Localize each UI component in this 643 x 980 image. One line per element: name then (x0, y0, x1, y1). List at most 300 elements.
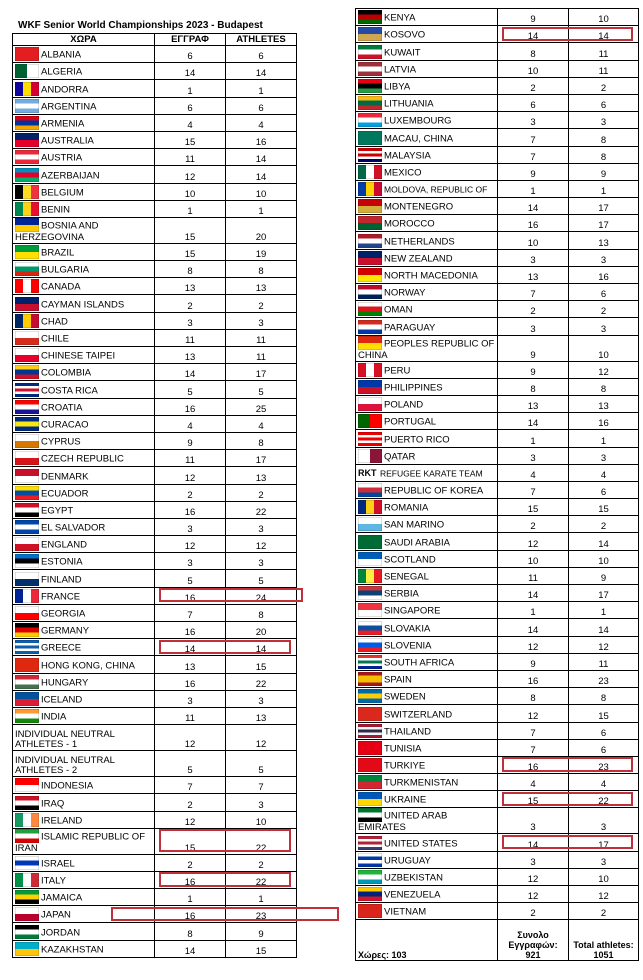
country-name: INDIVIDUAL NEUTRAL ATHLETES - 2 (15, 755, 115, 777)
country-cell (356, 533, 498, 550)
flag-icon (15, 486, 39, 500)
registrations-cell: 14 (155, 364, 226, 381)
flag-icon (15, 503, 39, 517)
flag-icon (358, 808, 382, 822)
country-name: JAMAICA (41, 892, 83, 904)
athletes-cell: 13 (226, 467, 297, 484)
flag-icon (15, 813, 39, 827)
country-name: CYPRUS (41, 436, 81, 448)
athletes-cell: 2 (226, 484, 297, 501)
registrations-cell: 7 (498, 284, 569, 301)
flag-icon (358, 655, 382, 669)
table-row (356, 464, 639, 481)
registrations-cell: 16 (498, 756, 569, 773)
country-name: REPUBLIC OF KOREA (384, 485, 484, 497)
registrations-cell: 9 (498, 361, 569, 378)
country-name: IRAQ (41, 798, 65, 810)
country-name: SAUDI ARABIA (384, 537, 450, 549)
flag-icon (358, 251, 382, 265)
athletes-header: ATHLETES (226, 34, 297, 46)
registrations-cell: 11 (155, 450, 226, 467)
flag-icon (15, 434, 39, 448)
flag-icon (358, 638, 382, 652)
country-cell (13, 484, 155, 501)
athletes-cell: 1 (226, 80, 297, 97)
country-name: GERMANY (41, 625, 90, 637)
country-cell (13, 347, 155, 364)
registrations-cell: 14 (498, 413, 569, 430)
country-name: POLAND (384, 399, 424, 411)
table-row (356, 146, 639, 163)
athletes-cell: 8 (569, 688, 639, 705)
country-name: FRANCE (41, 591, 81, 603)
countries-count: Χώρες: 103 (356, 920, 498, 961)
country-name: CANADA (41, 281, 81, 293)
country-name: NETHERLANDS (384, 236, 455, 248)
registrations-cell: 16 (155, 871, 226, 888)
table-row (356, 851, 639, 868)
athletes-cell: 9 (226, 923, 297, 940)
table-row (356, 284, 639, 301)
table-row (356, 705, 639, 722)
registrations-cell: 3 (498, 112, 569, 129)
registrations-cell: 10 (498, 60, 569, 77)
table-row (356, 112, 639, 129)
country-cell (356, 688, 498, 705)
country-cell (356, 550, 498, 567)
flag-icon (15, 400, 39, 414)
country-cell (356, 146, 498, 163)
country-cell (356, 26, 498, 43)
country-name: SAN MARINO (384, 519, 445, 531)
athletes-cell: 2 (569, 301, 639, 318)
flag-icon (358, 285, 382, 299)
registrations-cell: 1 (498, 430, 569, 447)
country-name: CAYMAN ISLANDS (41, 299, 125, 311)
flag-icon (15, 606, 39, 620)
athletes-cell: 6 (569, 739, 639, 756)
registrations-cell: 11 (155, 149, 226, 166)
athletes-cell: 23 (569, 670, 639, 687)
total-registrations: Συνολο Εγγραφών: 921 (498, 920, 569, 961)
registrations-cell: 7 (498, 722, 569, 739)
country-name: MOROCCO (384, 218, 435, 230)
table-row (13, 131, 297, 148)
table-row (356, 567, 639, 584)
registrations-cell: 8 (155, 261, 226, 278)
country-cell (13, 114, 155, 131)
registrations-cell: 6 (498, 94, 569, 111)
flag-icon (15, 297, 39, 311)
flag-icon (358, 320, 382, 334)
table-row (13, 415, 297, 432)
country-name: FINLAND (41, 574, 82, 586)
country-name: ROMANIA (384, 502, 429, 514)
country-name: ESTONIA (41, 556, 83, 568)
table-row (13, 295, 297, 312)
table-row (356, 232, 639, 249)
flag-icon (15, 331, 39, 345)
registrations-cell: 7 (498, 146, 569, 163)
table-row (13, 501, 297, 518)
country-cell (356, 430, 498, 447)
country-cell (356, 834, 498, 851)
country-cell (356, 77, 498, 94)
flag-icon (15, 168, 39, 182)
athletes-cell: 2 (569, 516, 639, 533)
table-row (356, 318, 639, 335)
country-cell (356, 499, 498, 516)
country-cell (356, 705, 498, 722)
athletes-cell: 22 (226, 501, 297, 518)
country-name: ANDORRA (41, 84, 89, 96)
flag-icon (358, 500, 382, 514)
table-row (356, 301, 639, 318)
country-cell (13, 690, 155, 707)
athletes-cell: 3 (569, 249, 639, 266)
country-cell (13, 622, 155, 639)
table-row (13, 467, 297, 484)
flag-icon (358, 758, 382, 772)
registrations-cell: 16 (498, 215, 569, 232)
flag-icon (358, 182, 382, 196)
country-name: CHINESE TAIPEI (41, 350, 116, 362)
registrations-cell: 1 (498, 602, 569, 619)
country-cell (13, 725, 155, 751)
country-name: VENEZUELA (384, 889, 441, 901)
athletes-cell: 13 (226, 278, 297, 295)
country-name: KAZAKHSTAN (41, 944, 104, 956)
table-row (13, 347, 297, 364)
registrations-cell: 14 (155, 63, 226, 80)
country-name: HUNGARY (41, 677, 89, 689)
country-cell (13, 570, 155, 587)
country-cell (356, 9, 498, 26)
athletes-cell: 14 (569, 619, 639, 636)
flag-icon (358, 552, 382, 566)
table-row (356, 739, 639, 756)
table-row (356, 180, 639, 197)
table-row (13, 828, 297, 854)
country-cell (356, 585, 498, 602)
country-cell (13, 80, 155, 97)
country-name: INDIA (41, 711, 67, 723)
country-name: MEXICO (384, 167, 422, 179)
flag-icon (358, 870, 382, 884)
athletes-cell: 12 (569, 886, 639, 903)
flag-icon (358, 113, 382, 127)
table-row (13, 329, 297, 346)
table-row (356, 447, 639, 464)
registrations-cell: 4 (155, 114, 226, 131)
table-row (13, 811, 297, 828)
table-row (356, 602, 639, 619)
table-row (13, 639, 297, 656)
country-cell (356, 112, 498, 129)
flag-icon (15, 829, 39, 843)
country-name: UNITED STATES (384, 838, 458, 850)
flag-icon (358, 10, 382, 24)
country-name: MOLDOVA, REPUBLIC OF (384, 184, 488, 195)
athletes-cell: 11 (226, 347, 297, 364)
table-row (356, 903, 639, 920)
registrations-cell: 7 (498, 481, 569, 498)
flag-icon (15, 279, 39, 293)
country-name: SLOVENIA (384, 640, 432, 652)
athletes-cell: 5 (226, 570, 297, 587)
table-row (356, 808, 639, 834)
country-cell (356, 60, 498, 77)
table-row (356, 868, 639, 885)
total-athletes: Total athletes: 1051 (569, 920, 639, 961)
registrations-cell: 3 (155, 312, 226, 329)
country-cell (13, 467, 155, 484)
flag-icon (15, 99, 39, 113)
table-row (356, 335, 639, 361)
flag-icon (15, 262, 39, 276)
athletes-cell: 10 (569, 335, 639, 361)
athletes-cell: 1 (226, 200, 297, 217)
table-row (356, 60, 639, 77)
athletes-cell: 14 (569, 533, 639, 550)
athletes-cell: 10 (569, 868, 639, 885)
country-name: SENEGAL (384, 571, 429, 583)
flag-icon (358, 148, 382, 162)
flag-icon (15, 47, 39, 61)
country-cell (13, 940, 155, 957)
country-name: ECUADOR (41, 488, 89, 500)
table-row (356, 77, 639, 94)
country-name: LUXEMBOURG (384, 115, 452, 127)
registrations-cell: 9 (498, 9, 569, 26)
registrations-cell: 4 (498, 464, 569, 481)
registrations-cell: 15 (498, 791, 569, 808)
country-cell (356, 232, 498, 249)
athletes-cell: 15 (569, 705, 639, 722)
country-cell (13, 777, 155, 794)
table-row (13, 854, 297, 871)
country-cell (13, 415, 155, 432)
country-cell (13, 398, 155, 415)
country-name: MACAU, CHINA (384, 133, 454, 145)
country-name: SCOTLAND (384, 554, 436, 566)
country-name: AUSTRALIA (41, 135, 94, 147)
country-name: URUGUAY (384, 855, 431, 867)
table-row (13, 604, 297, 621)
registrations-cell: 7 (498, 129, 569, 146)
country-name: PERU (384, 365, 411, 377)
athletes-cell: 13 (569, 232, 639, 249)
country-name: BELGIUM (41, 187, 84, 199)
table-row (356, 215, 639, 232)
country-name: PHILIPPINES (384, 382, 443, 394)
registrations-cell: 2 (498, 516, 569, 533)
flag-icon (358, 836, 382, 850)
flag-icon (358, 741, 382, 755)
table-row (13, 63, 297, 80)
registrations-cell: 10 (498, 550, 569, 567)
table-row (356, 129, 639, 146)
athletes-cell: 3 (569, 112, 639, 129)
table-row (356, 413, 639, 430)
table-row (356, 516, 639, 533)
country-cell (13, 553, 155, 570)
country-name: TURKIYE (384, 760, 426, 772)
flag-icon (15, 554, 39, 568)
table-row (356, 619, 639, 636)
registrations-cell: 2 (498, 301, 569, 318)
registrations-cell: 3 (155, 553, 226, 570)
country-name: COSTA RICA (41, 385, 98, 397)
registrations-cell: 6 (155, 46, 226, 63)
athletes-cell: 3 (226, 794, 297, 811)
table-row (13, 656, 297, 673)
country-cell (356, 284, 498, 301)
athletes-cell: 9 (569, 567, 639, 584)
country-cell (356, 756, 498, 773)
country-cell (13, 312, 155, 329)
table-row (13, 940, 297, 957)
flag-icon (358, 707, 382, 721)
country-cell (13, 536, 155, 553)
table-row (356, 756, 639, 773)
flag-icon (358, 853, 382, 867)
athletes-cell: 3 (226, 690, 297, 707)
registrations-cell: 12 (498, 705, 569, 722)
table-row (356, 585, 639, 602)
registrations-cell: 14 (498, 619, 569, 636)
flag-icon (358, 268, 382, 282)
flag-icon (358, 449, 382, 463)
athletes-cell: 6 (569, 284, 639, 301)
registrations-cell: 12 (155, 467, 226, 484)
table-row (13, 707, 297, 724)
athletes-cell: 14 (569, 26, 639, 43)
table-row (356, 533, 639, 550)
registrations-cell: 10 (155, 183, 226, 200)
registrations-cell: 8 (498, 43, 569, 60)
table-row (13, 166, 297, 183)
registrations-cell: 11 (155, 707, 226, 724)
athletes-cell: 17 (226, 364, 297, 381)
country-name: SWITZERLAND (384, 709, 453, 721)
registrations-cell: 5 (155, 570, 226, 587)
registrations-cell: 12 (155, 166, 226, 183)
athletes-cell: 8 (569, 129, 639, 146)
table-row (13, 484, 297, 501)
country-name: UZBEKISTAN (384, 872, 443, 884)
table-row (13, 46, 297, 63)
registrations-cell: 16 (155, 501, 226, 518)
country-name: ALGERIA (41, 66, 83, 78)
country-name: HONG KONG, CHINA (41, 660, 135, 672)
country-name: EL SALVADOR (41, 522, 106, 534)
athletes-cell: 11 (569, 653, 639, 670)
athletes-cell: 8 (569, 378, 639, 395)
athletes-cell: 14 (226, 149, 297, 166)
athletes-cell: 9 (569, 163, 639, 180)
registrations-cell: 12 (155, 811, 226, 828)
table-row (13, 690, 297, 707)
athletes-cell: 3 (569, 447, 639, 464)
registrations-cell: 12 (498, 636, 569, 653)
table-row (13, 906, 297, 923)
table-row (356, 834, 639, 851)
athletes-cell: 10 (226, 183, 297, 200)
table-row (13, 923, 297, 940)
athletes-cell: 10 (569, 550, 639, 567)
flag-icon (15, 589, 39, 603)
table-row (356, 791, 639, 808)
flag-icon (358, 724, 382, 738)
registrations-cell: 16 (155, 622, 226, 639)
registrations-cell: 14 (498, 834, 569, 851)
table-row (356, 395, 639, 412)
registrations-cell: 9 (155, 432, 226, 449)
country-cell (356, 636, 498, 653)
registrations-cell: 5 (155, 381, 226, 398)
athletes-cell: 8 (569, 146, 639, 163)
left-country-table (12, 33, 297, 958)
flag-icon (358, 380, 382, 394)
country-name: COLOMBIA (41, 367, 92, 379)
flag-icon (15, 873, 39, 887)
registrations-cell: 9 (498, 335, 569, 361)
registrations-header: ΕΓΓΡΑΦ (155, 34, 226, 46)
country-cell (13, 889, 155, 906)
country-name: SPAIN (384, 674, 412, 686)
registrations-cell: 15 (498, 499, 569, 516)
athletes-cell: 15 (226, 656, 297, 673)
table-row (13, 261, 297, 278)
athletes-cell: 23 (569, 756, 639, 773)
table-row (13, 587, 297, 604)
country-name: SLOVAKIA (384, 623, 431, 635)
page-title: WKF Senior World Championships 2023 - Budapest (18, 20, 263, 31)
athletes-cell: 16 (569, 413, 639, 430)
flag-icon (358, 302, 382, 316)
athletes-cell: 17 (569, 585, 639, 602)
athletes-cell: 8 (226, 604, 297, 621)
country-cell (13, 811, 155, 828)
country-name: NORWAY (384, 287, 426, 299)
table-row (13, 312, 297, 329)
country-cell (13, 923, 155, 940)
athletes-cell: 12 (226, 725, 297, 751)
table-row (13, 80, 297, 97)
table-row (13, 398, 297, 415)
athletes-cell: 1 (569, 180, 639, 197)
flag-icon (358, 216, 382, 230)
registrations-cell: 8 (155, 923, 226, 940)
country-cell (356, 653, 498, 670)
country-cell (13, 673, 155, 690)
country-name: PUERTO RICO (384, 434, 450, 446)
registrations-cell: 3 (498, 318, 569, 335)
registrations-cell: 12 (498, 533, 569, 550)
flag-icon (358, 45, 382, 59)
table-row (13, 570, 297, 587)
athletes-cell: 3 (569, 318, 639, 335)
table-row (356, 653, 639, 670)
country-cell (356, 447, 498, 464)
country-cell (13, 587, 155, 604)
flag-icon (15, 572, 39, 586)
flag-icon (358, 79, 382, 93)
athletes-cell: 1 (226, 889, 297, 906)
registrations-cell: 15 (155, 243, 226, 260)
athletes-cell: 13 (226, 707, 297, 724)
